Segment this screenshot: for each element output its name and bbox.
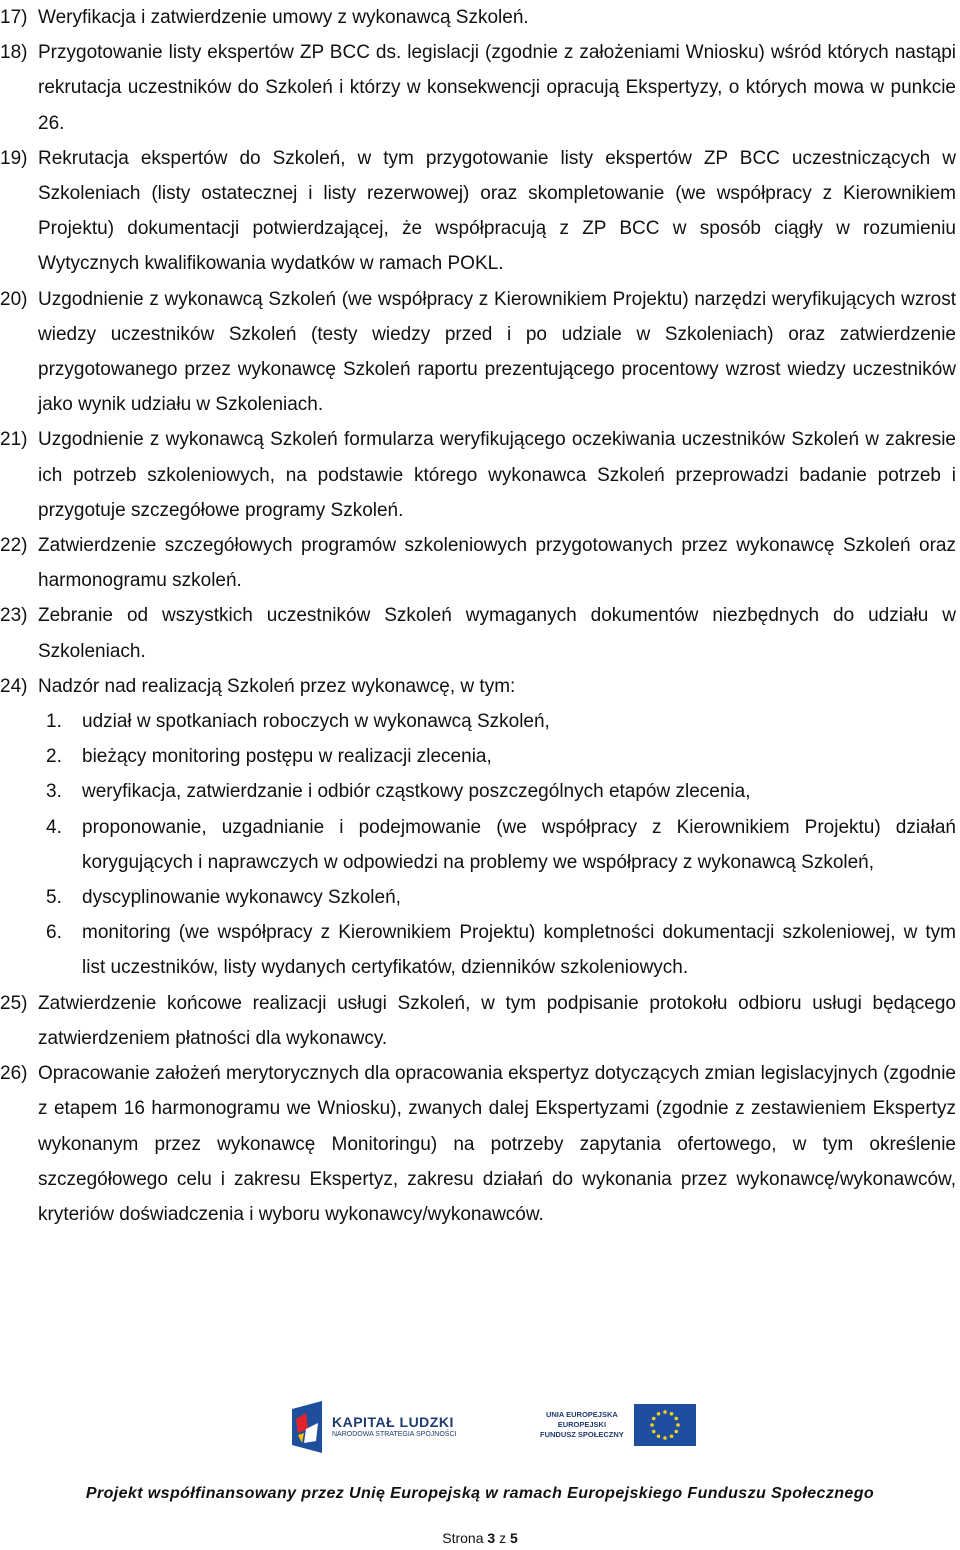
kapital-ludzki-logo: [290, 1396, 456, 1458]
footer-cofinancing-note: Projekt współfinansowany przez Unię Europejską w ramach Europejskiego Funduszu Społecznego: [85, 1485, 875, 1502]
eu-star-icon: [669, 1412, 673, 1416]
eu-star-icon: [652, 1417, 656, 1421]
sub-list-item: [0, 810, 956, 880]
eu-star-icon: [676, 1423, 680, 1427]
eu-star-icon: [663, 1410, 667, 1414]
list-item-text: Weryfikacja i zatwierdzenie umowy z wykonawcą Szkoleń.: [38, 7, 529, 28]
list-item: [0, 282, 956, 423]
list-item-text: udział w spotkaniach roboczych w wykonawcą Szkoleń,: [82, 711, 550, 733]
list-item-text: proponowanie, uzgadnianie i podejmowanie (we współpracy z Kierownikiem Projektu) działań korygujących i naprawczych w odpowiedzi na problemy we współpracy z wykonawcą Szkoleń,: [82, 816, 956, 873]
eu-star-icon: [650, 1423, 654, 1427]
list-item-number: 17): [0, 7, 28, 28]
list-item-text: Nadzór nad realizacją Szkoleń przez wykonawcę, w tym:: [38, 675, 516, 697]
list-item-number: 1.: [46, 711, 62, 733]
list-item-text: Opracowanie założeń merytorycznych dla opracowania ekspertyz dotyczących zmian legislacyjnych (zgodnie z etapem 16 harmonogramu we Wniosku), zwanych dalej Ekspertyzami (zgodnie z zestawieniem Ekspertyz wykonanym przez wykonawcę Monitoringu) na potrzeby zapytania ofertowego, w tym określenie szczegółowego celu i zakresu Ekspertyz, zakresu działań do wykonania przez wykonawcę/wykonawców, kryteriów doświadczenia i wyboru wykonawcy/wykonawców.: [38, 1063, 956, 1225]
list-item-text: Uzgodnienie z wykonawcą Szkoleń formularza weryfikującego oczekiwania uczestników Szkoleń w zakresie ich potrzeb szkoleniowych, na podstawie którego wykonawca Szkoleń przeprowadzi badanie potrzeb i przygotuje szczegółowe programy Szkoleń.: [38, 429, 956, 521]
list-item-text: monitoring (we współpracy z Kierownikiem Projektu) kompletności dokumentacji szkoleniowej, w tym list uczestników, listy wydanych certyfikatów, dzienników szkoleniowych.: [82, 922, 956, 979]
eu-logo: [540, 1404, 696, 1446]
page-number: Strona 3 z 5: [442, 1530, 518, 1546]
list-item: [0, 0, 956, 35]
list-item: [0, 598, 956, 668]
eu-logo-line1: UNIA EUROPEJSKA: [545, 1410, 618, 1419]
list-item-text: bieżący monitoring postępu w realizacji zlecenia,: [82, 746, 492, 768]
logo-bar: [0, 1392, 960, 1466]
sub-list-item: [0, 915, 956, 985]
list-item: [0, 1056, 956, 1232]
list-item-number: 3.: [46, 781, 62, 803]
sub-list: [0, 704, 956, 986]
list-item-number: 4.: [46, 816, 62, 838]
eu-star-icon: [656, 1412, 660, 1416]
eu-star-icon: [656, 1434, 660, 1438]
list-item-text: Zatwierdzenie końcowe realizacji usługi Szkoleń, w tym podpisanie protokołu odbioru usługi będącego zatwierdzeniem płatności dla wykonawcy.: [38, 992, 956, 1049]
list-item-number: 21): [0, 429, 28, 451]
list-item-text: Uzgodnienie z wykonawcą Szkoleń (we współpracy z Kierownikiem Projektu) narzędzi weryfikujących wzrost wiedzy uczestników Szkoleń (testy wiedzy przed i po udziale w Szkoleniach) oraz zatwierdzenie przygotowanego przez wykonawcę Szkoleń raportu prezentującego procentowy wzrost wiedzy uczestników jako wynik udziału w Szkoleniach.: [38, 288, 956, 416]
list-item-number: 5.: [46, 887, 62, 909]
list-item-number: 24): [0, 675, 28, 697]
eu-star-icon: [669, 1434, 673, 1438]
list-item-number: 26): [0, 1063, 28, 1085]
list-item: [0, 986, 956, 1056]
eu-star-icon: [663, 1436, 667, 1440]
sub-list-item: [0, 774, 956, 809]
list-item-text: Zebranie od wszystkich uczestników Szkoleń wymaganych dokumentów niezbędnych do udziału w Szkoleniach.: [38, 605, 956, 662]
list-item-number: 2.: [46, 746, 62, 768]
list-item-number: 18): [0, 42, 28, 64]
list-item-text: Zatwierdzenie szczegółowych programów szkoleniowych przygotowanych przez wykonawcę Szkoleń oraz harmonogramu szkoleń.: [38, 535, 956, 592]
list-item-text: dyscyplinowanie wykonawcy Szkoleń,: [82, 887, 401, 909]
list-item: [0, 669, 956, 704]
eu-star-icon: [652, 1430, 656, 1434]
kapital-ludzki-emblem-icon: [290, 1399, 324, 1455]
eu-star-icon: [674, 1430, 678, 1434]
list-item: [0, 528, 956, 598]
eu-flag-icon: [634, 1404, 696, 1446]
list-item-number: 25): [0, 992, 28, 1014]
list-item-number: 6.: [46, 922, 62, 944]
list-item-number: 23): [0, 605, 28, 627]
numbered-list-continued: [0, 986, 956, 1232]
list-item-text: weryfikacja, zatwierdzanie i odbiór cząstkowy poszczególnych etapów zlecenia,: [82, 781, 751, 803]
kapital-ludzki-subtitle: NARODOWA STRATEGIA SPÓJNOŚCI: [332, 1431, 457, 1438]
list-item-number: 19): [0, 147, 28, 169]
list-item: [0, 35, 956, 141]
numbered-list: [0, 0, 956, 704]
list-item-number: 20): [0, 288, 28, 310]
list-item-text: Przygotowanie listy ekspertów ZP BCC ds. legislacji (zgodnie z założeniami Wniosku) wśród których nastąpi rekrutacja uczestników do Szkoleń i którzy w konsekwencji opracują Ekspertyzy, o których mowa w punkcie 26.: [38, 42, 956, 134]
sub-list-item: [0, 704, 956, 739]
kapital-ludzki-title: KAPITAŁ LUDZKI: [332, 1414, 454, 1430]
eu-logo-line2: EUROPEJSKI: [557, 1420, 607, 1429]
eu-logo-line3: FUNDUSZ SPOŁECZNY: [540, 1430, 624, 1439]
eu-star-icon: [674, 1417, 678, 1421]
sub-list-item: [0, 739, 956, 774]
list-item-number: 22): [0, 535, 28, 557]
list-item: [0, 141, 956, 282]
sub-list-item: [0, 880, 956, 915]
list-item: [0, 422, 956, 528]
list-item-text: Rekrutacja ekspertów do Szkoleń, w tym przygotowanie listy ekspertów ZP BCC uczestniczących w Szkoleniach (listy ostatecznej i listy rezerwowej) oraz skompletowanie (we współpracy z Kierownikiem Projektu) dokumentacji potwierdzającej, że współpracują z ZP BCC w sposób ciągły w rozumieniu Wytycznych kwalifikowania wydatków w ramach POKL.: [38, 147, 956, 275]
